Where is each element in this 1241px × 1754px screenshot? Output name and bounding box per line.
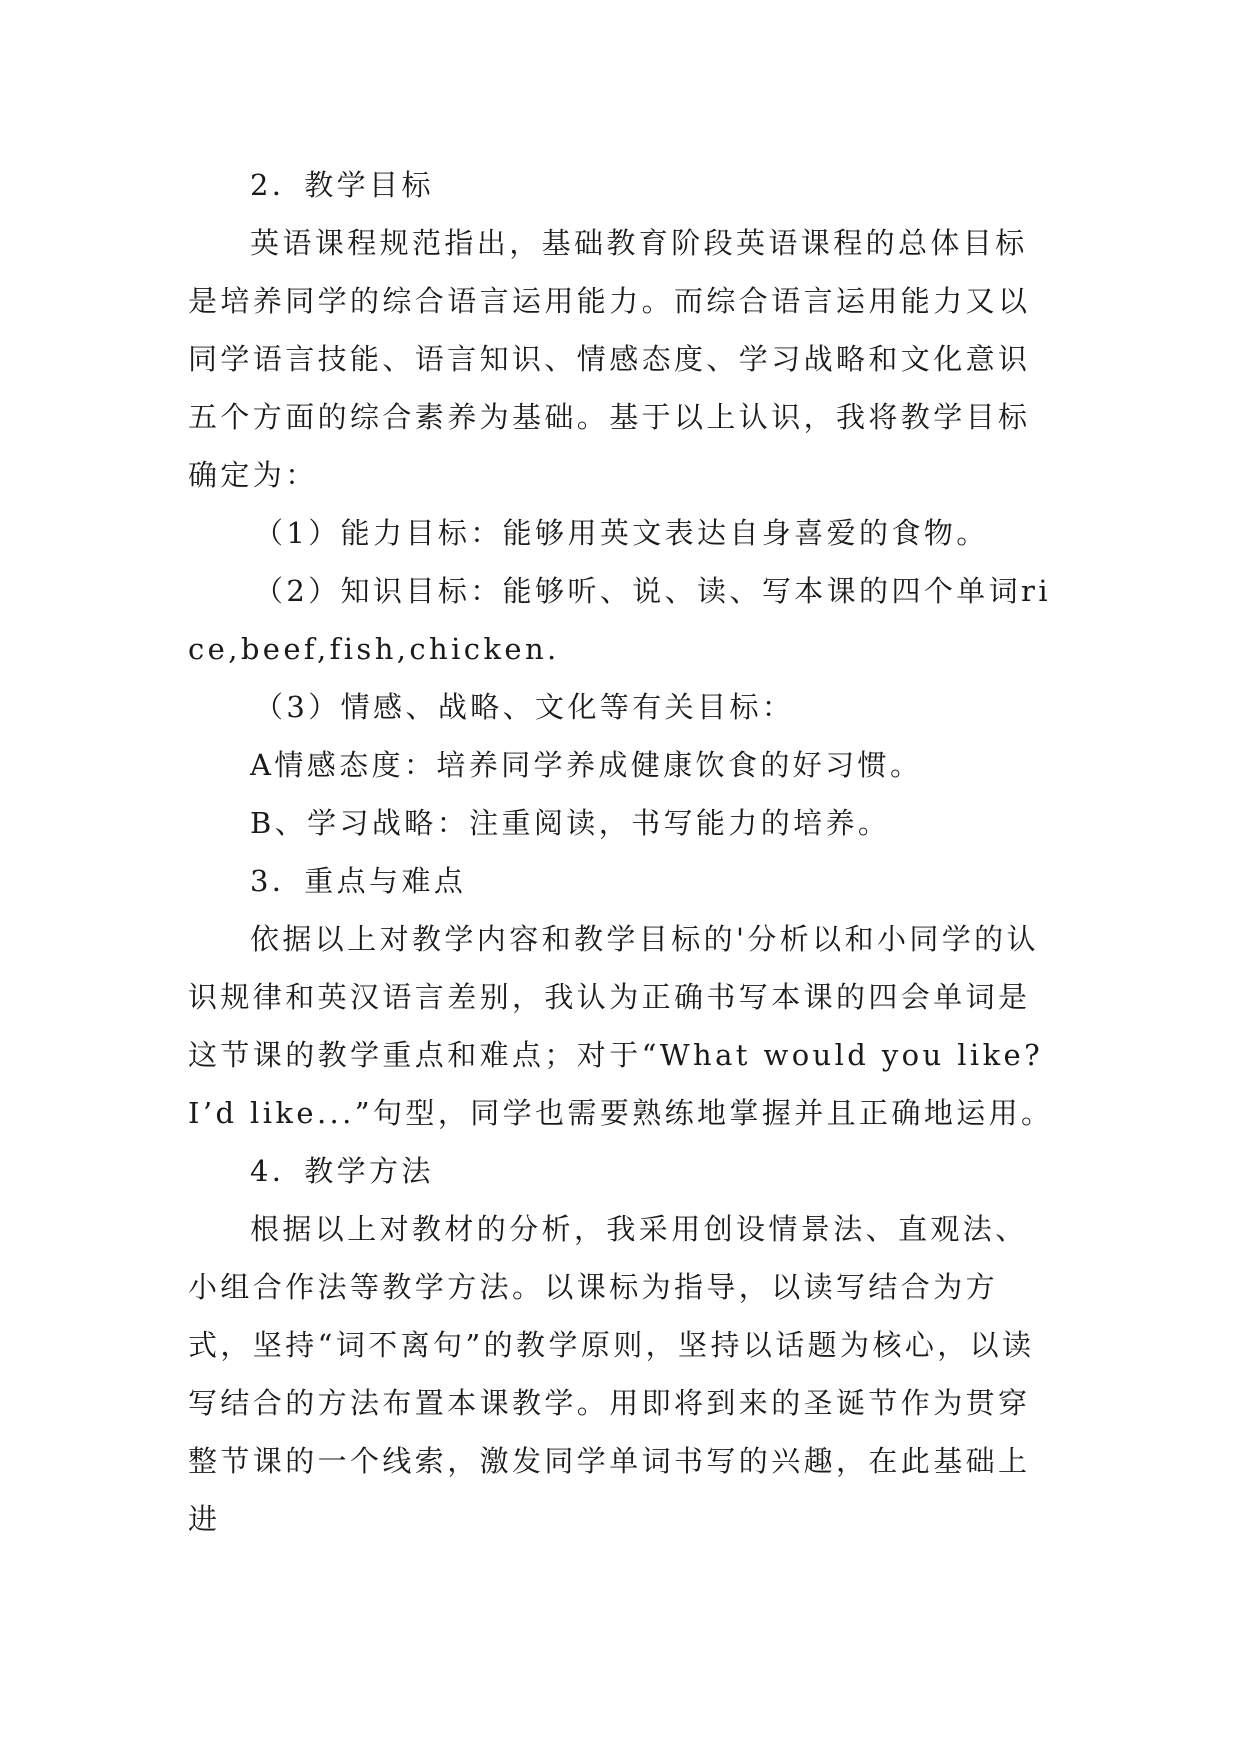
section-heading-teaching-methods: 4．教学方法 bbox=[250, 1154, 434, 1188]
goal-learning-strategy: B、学习战略：注重阅读，书写能力的培养。 bbox=[250, 806, 891, 840]
section-heading-key-points: 3．重点与难点 bbox=[250, 864, 467, 898]
document-body bbox=[188, 156, 1056, 1548]
goal-emotion-strategy-culture: （3）情感、战略、文化等有关目标： bbox=[254, 690, 795, 724]
paragraph-teaching-methods: 根据以上对教材的分析，我采用创设情景法、直观法、小组合作法等教学方法。以课标为指导，以读写结合为方式，坚持“词不离句”的教学原则，坚持以话题为核心，以读写结合的方法布置本课教学。用即将到来的圣诞节作为贯穿整节课的一个线索，激发同学单词书写的兴趣，在此基础上进 bbox=[188, 1212, 1035, 1536]
paragraph-curriculum-standard: 英语课程规范指出，基础教育阶段英语课程的总体目标是培养同学的综合语言运用能力。而综合语言运用能力又以同学语言技能、语言知识、情感态度、学习战略和文化意识五个方面的综合素养为基础。基于以上认识，我将教学目标确定为： bbox=[188, 226, 1031, 492]
section-heading-teaching-goals: 2．教学目标 bbox=[250, 168, 434, 202]
goal-knowledge: （2）知识目标：能够听、说、读、写本课的四个单词rice,beef,fish,chicken. bbox=[188, 574, 1051, 666]
goal-ability: （1）能力目标：能够用英文表达自身喜爱的食物。 bbox=[254, 516, 989, 550]
goal-emotion-attitude: A情感态度：培养同学养成健康饮食的好习惯。 bbox=[250, 748, 923, 782]
paragraph-key-points: 依据以上对教学内容和教学目标的'分析以和小同学的认识规律和英汉语言差别，我认为正确书写本课的四会单词是这节课的教学重点和难点；对于“What would you like? I’d like...”句型，同学也需要熟练地掌握并且正确地运用。 bbox=[188, 922, 1054, 1130]
